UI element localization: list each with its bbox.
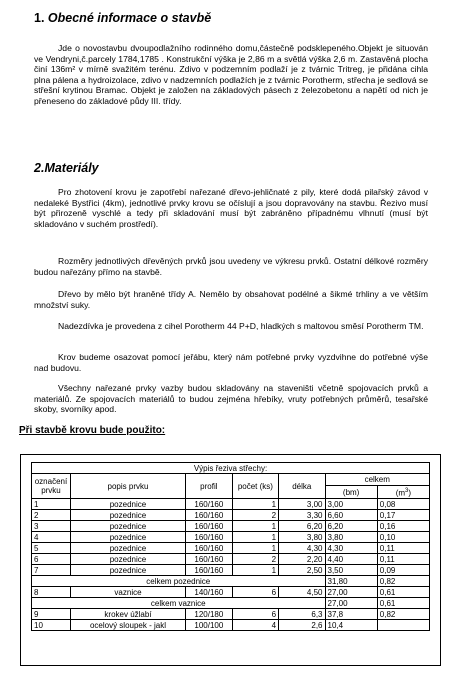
cell-bm: 3,50 — [325, 565, 377, 576]
table-row — [32, 510, 430, 521]
table-row — [32, 554, 430, 565]
header-popis: popis prvku — [70, 474, 185, 499]
cell-m3: 0,17 — [377, 510, 429, 521]
cell-profil: 160/160 — [186, 565, 233, 576]
header-delka: délka — [279, 474, 325, 499]
table-caption: Výpis řeziva střechy: — [32, 463, 430, 474]
cell-popis: pozednice — [70, 532, 185, 543]
lumber-table — [31, 462, 430, 631]
table-row — [32, 499, 430, 510]
materials-paragraph-1: Pro zhotovení krovu je zapotřebí nařezané dřevo-jehličnaté z pily, které dodá pilařský závod v nedaleké Bystřici (4km), jednotlivé prvky krovu se očíslují a jsou dopravovány na stavbu. Řezivo musí být přirozeně vyschlé a tedy při skladování musí být zabráněno případnému vlhnutí (musí být skladováno v suchém prostředí). — [34, 187, 428, 229]
cell-bm: 4,40 — [325, 554, 377, 565]
table-intro-heading: Při stavbě krovu bude použito: — [19, 425, 166, 436]
cell-pocet: 1 — [232, 543, 278, 554]
cell-popis: pozednice — [70, 543, 185, 554]
cell-id: 2 — [32, 510, 71, 521]
materials-paragraph-5: Krov budeme osazovat pomocí jeřábu, který nám potřebné prvky vyzdvihne do potřebné výše nad budovu. — [34, 352, 428, 373]
cell-bm: 6,60 — [325, 510, 377, 521]
section-2-heading — [34, 161, 99, 175]
materials-paragraph-2: Rozměry jednotlivých dřevěných prvků jsou uvedeny ve výkresu prvků. Ostatní délkové rozměry budou nařezány přímo na stavbě. — [34, 256, 428, 277]
materials-paragraph-3: Dřevo by mělo být hraněné třídy A. Nemělo by obsahovat podélné a šikmé trhliny a ve větším množství suky. — [34, 289, 428, 310]
cell-m3: 0,82 — [377, 609, 429, 620]
cell-delka: 2,20 — [279, 554, 325, 565]
cell-id: 8 — [32, 587, 71, 598]
cell-profil: 100/100 — [186, 620, 233, 631]
materials-paragraph-4: Nadezdívka je provedena z cihel Porotherm 44 P+D, hladkých s maltovou směsí Porotherm TM. — [58, 321, 424, 331]
header-unit-bm: (bm) — [325, 486, 377, 499]
subtotal-row-pozednice — [32, 576, 430, 587]
table-row — [32, 565, 430, 576]
subtotal-bm: 31,80 — [325, 576, 377, 587]
cell-profil: 160/160 — [186, 543, 233, 554]
cell-popis: pozednice — [70, 521, 185, 532]
section-2-number: 2. — [34, 161, 45, 175]
cell-pocet: 6 — [232, 587, 278, 598]
cell-m3: 0,10 — [377, 532, 429, 543]
cell-delka: 6,3 — [279, 609, 325, 620]
cell-popis: vaznice — [70, 587, 185, 598]
cell-profil: 160/160 — [186, 510, 233, 521]
cell-pocet: 2 — [232, 554, 278, 565]
cell-pocet: 2 — [232, 510, 278, 521]
materials-paragraph-6: Všechny nařezané prvky vazby budou skladovány na staveništi včetně spojovacích prvků a materiálů. Ze spojovacích materiálů to budou zejména hřebíky, vruty potřebných průměrů, tesařské skoby, svorníky apod. — [34, 383, 428, 415]
table-frame — [20, 454, 441, 666]
cell-id: 5 — [32, 543, 71, 554]
cell-popis: pozednice — [70, 510, 185, 521]
cell-pocet: 1 — [232, 521, 278, 532]
cell-popis: pozednice — [70, 565, 185, 576]
cell-delka: 4,30 — [279, 543, 325, 554]
cell-pocet: 1 — [232, 532, 278, 543]
table-row — [32, 587, 430, 598]
header-unit-m3: $(m^3)$ — [377, 486, 429, 499]
table-row — [32, 620, 430, 631]
cell-bm: 6,20 — [325, 521, 377, 532]
cell-m3: 0,11 — [377, 554, 429, 565]
cell-profil: 160/160 — [186, 521, 233, 532]
section-1-number: 1. — [34, 11, 45, 25]
cell-m3: 0,08 — [377, 499, 429, 510]
cell-popis: pozednice — [70, 499, 185, 510]
subtotal-label: celkem pozednice — [32, 576, 326, 587]
cell-delka: 3,00 — [279, 499, 325, 510]
cell-bm: 4,30 — [325, 543, 377, 554]
cell-bm: 27,00 — [325, 587, 377, 598]
cell-id: 6 — [32, 554, 71, 565]
cell-id: 7 — [32, 565, 71, 576]
cell-pocet: 1 — [232, 499, 278, 510]
header-celkem: celkem — [325, 474, 430, 486]
header-profil: profil — [186, 474, 233, 499]
cell-profil: 120/180 — [186, 609, 233, 620]
cell-pocet: 1 — [232, 565, 278, 576]
cell-id: 1 — [32, 499, 71, 510]
cell-bm: 3,00 — [325, 499, 377, 510]
cell-bm: 37,8 — [325, 609, 377, 620]
cell-profil: 140/160 — [186, 587, 233, 598]
subtotal-label: celkem vaznice — [32, 598, 326, 609]
subtotal-row-vaznice — [32, 598, 430, 609]
cell-delka: 3,30 — [279, 510, 325, 521]
cell-profil: 160/160 — [186, 554, 233, 565]
cell-m3: 0,09 — [377, 565, 429, 576]
cell-delka: 6,20 — [279, 521, 325, 532]
cell-m3 — [377, 620, 429, 631]
cell-pocet: 6 — [232, 609, 278, 620]
section-1-heading — [34, 11, 211, 25]
table-row — [32, 521, 430, 532]
cell-delka: 4,50 — [279, 587, 325, 598]
cell-delka: 2,50 — [279, 565, 325, 576]
subtotal-m3: 0,82 — [377, 576, 429, 587]
cell-popis: pozednice — [70, 554, 185, 565]
cell-profil: 160/160 — [186, 532, 233, 543]
cell-m3: 0,11 — [377, 543, 429, 554]
table-row — [32, 543, 430, 554]
cell-delka: 3,80 — [279, 532, 325, 543]
cell-popis: krokev úžlabí — [70, 609, 185, 620]
cell-id: 9 — [32, 609, 71, 620]
section-2-title: Materiály — [44, 161, 99, 175]
header-pocet: počet (ks) — [232, 474, 278, 499]
cell-bm: 10,4 — [325, 620, 377, 631]
cell-pocet: 4 — [232, 620, 278, 631]
cell-id: 3 — [32, 521, 71, 532]
section-1-paragraph: Jde o novostavbu dvoupodlažního rodinného domu,částečně podsklepeného.Objekt je situován ve Vendryni,č.parcely 1784,1785 . Konstrukční výška je 2,86 m a světlá výška 2,6 m. Zastavěná plocha činí 136m² v mírně svažitém terénu. Zdivo v podzemním podlaží je z tvárnic Tritreg, je přidána cihla plna pálena a hydroizolace, zdivo v nadzemních podlažích je z tvárnic Porotherm, střecha je sedlová se střešní krytinou Bramac. Objekt je založen na základových pásech z železobetonu a napětí od nich je přeneseno do základové půdy III. třídy. — [34, 43, 428, 106]
cell-id: 4 — [32, 532, 71, 543]
subtotal-bm: 27,00 — [325, 598, 377, 609]
cell-bm: 3,80 — [325, 532, 377, 543]
table-row — [32, 609, 430, 620]
cell-m3: 0,16 — [377, 521, 429, 532]
cell-profil: 160/160 — [186, 499, 233, 510]
header-oznaceni: označení prvku — [32, 474, 71, 499]
cell-popis: ocelový sloupek - jakl — [70, 620, 185, 631]
section-1-title: Obecné informace o stavbě — [47, 11, 212, 25]
cell-id: 10 — [32, 620, 71, 631]
table-row — [32, 532, 430, 543]
cell-delka: 2,6 — [279, 620, 325, 631]
cell-m3: 0,61 — [377, 587, 429, 598]
subtotal-m3: 0,61 — [377, 598, 429, 609]
